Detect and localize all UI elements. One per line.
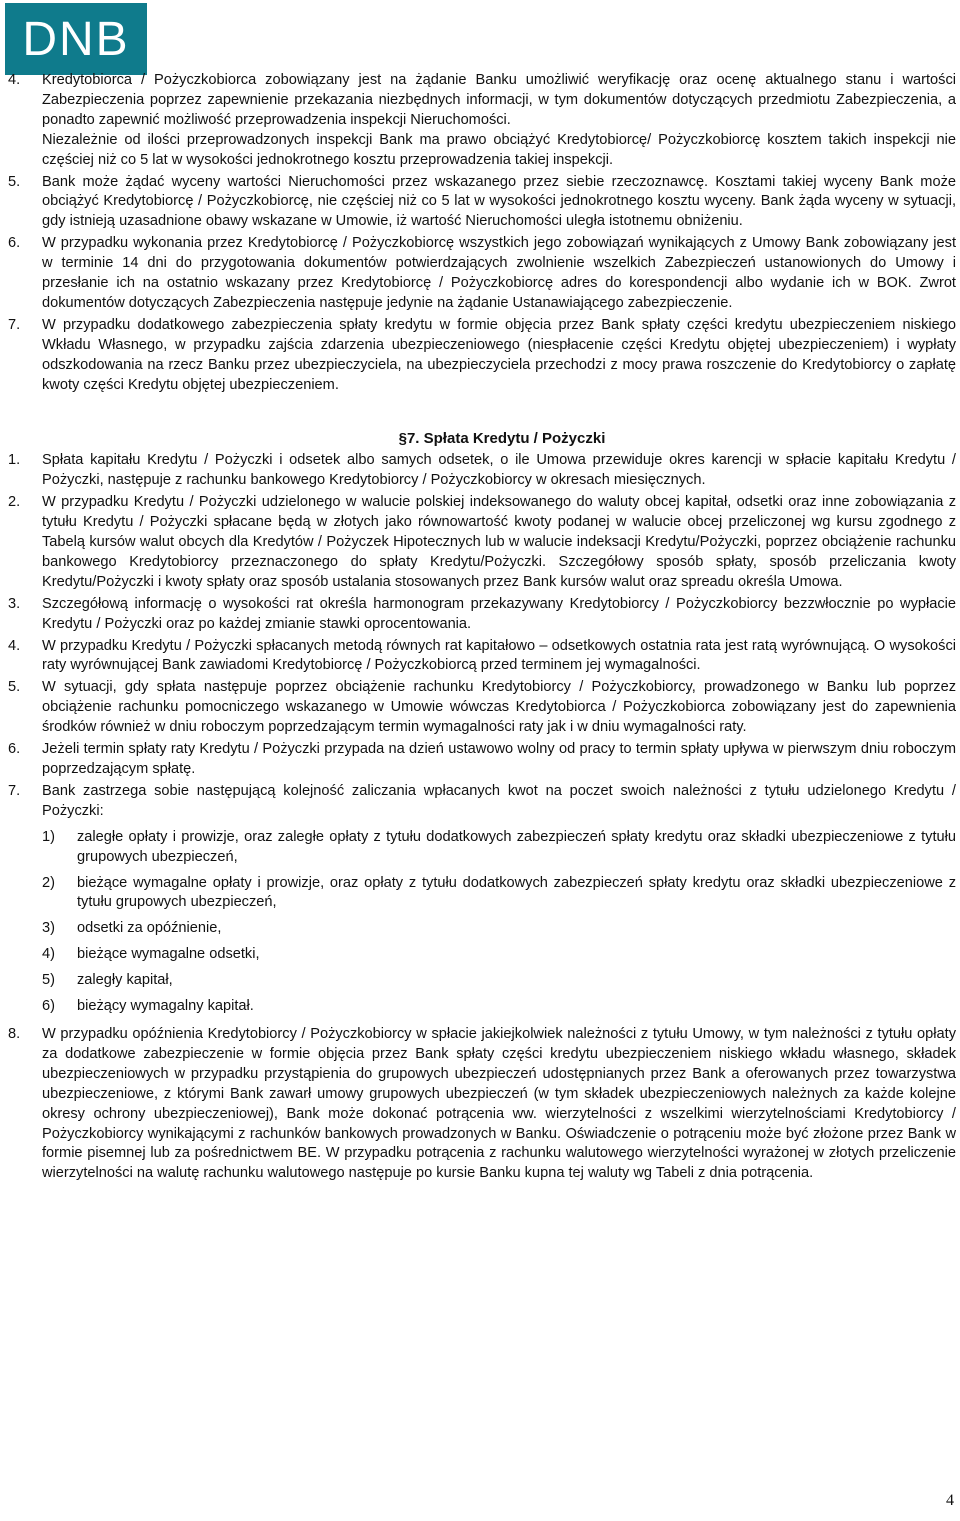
item-number: 6. <box>8 235 21 252</box>
paragraph: Kredytobiorca / Pożyczkobiorca zobowiązany jest na żądanie Banku umożliwić weryfikację oraz ocenę aktualnego stanu i wartości Zabezpieczenia poprzez zapewnienie przekazania niezbędnych informacji, w tym dokumentów dotyczących przedmiotu Zabezpieczenia, a ponadto zapewnić możliwość przeprowadzenia inspekcji Nieruchomości. <box>42 72 956 128</box>
item-number: 5. <box>8 173 21 190</box>
item-number: 4. <box>8 72 21 88</box>
paragraph: W przypadku opóźnienia Kredytobiorcy / Pożyczkobiorcy w spłacie jakiejkolwiek należności z tytułu Umowy, w tym należności z tytułu opłaty za dodatkowe zabezpieczenie w formie objęcia przez Bank spłaty części kredytu ubezpieczeniem niskiego wkładu własnego, składek ubezpieczeniowych w przypadku przystąpienia do grupowych ubezpieczeń udostępnianych przez Bank a oferowanych przez towarzystwa ubezpieczeniowe, z którymi Bank zawarł umowy grupowych ubezpieczeń (w tym składek ubezpieczeniowych należnych za każde kolejne okresy ochrony ubezpieczeniowej), Bank może dokonać potrącenia ww. wierzytelności z wszelkimi wierzytelnościami Kredytobiorcy / Pożyczkobiorcy wynikającymi z rachunków bankowych prowadzonych w Banku. Oświadczenie o potrąceniu może być złożone przez Bank w formie pisemnej lub za pośrednictwem BE. W przypadku potrącenia z rachunku walutowego wierzytelności wyrażonej w złotych przeliczenie wierzytelności na walutę rachunku walutowego następuje po kursie Banku kupna tej waluty wg Tabeli z dnia potrącenia. <box>42 1025 956 1182</box>
paragraph: Bank może żądać wyceny wartości Nieruchomości przez wskazanego przez siebie rzeczoznawcę. Kosztami takiej wyceny Bank może obciążyć Kredytobiorcę / Pożyczkobiorcę, nie częściej niż co 5 lat w wysokości jednokrotnego kosztu wyceny. Bank żąda wyceny w sytuacji, gdy istnieją uzasadnione obawy wskazane w Umowie, iż wartość Nieruchomości uległa istotnemu obniżeniu. <box>42 173 956 230</box>
sub-item-text: bieżące wymagalne odsetki, <box>77 946 260 963</box>
document-content <box>8 71 956 1184</box>
sub-item-text: zaległy kapitał, <box>77 972 173 989</box>
list-item <box>8 637 956 677</box>
list-item <box>8 595 956 635</box>
sub-item-text: bieżące wymagalne opłaty i prowizje, oraz opłaty z tytułu dodatkowych zabezpieczeń spłaty kredytu oraz składki ubezpieczeniowe z tytułu grupowych ubezpieczeń, <box>77 874 956 911</box>
item-number: 8. <box>8 1025 21 1042</box>
paragraph: W przypadku dodatkowego zabezpieczenia spłaty kredytu w formie objęcia przez Bank spłaty części kredytu ubezpieczeniem niskiego Wkładu Własnego, w przypadku zajścia zdarzenia ubezpieczeniowego (niespłacenie części Kredytu objętej ubezpieczeniem) i wypłaty odszkodowania na rzecz Banku przez ubezpieczyciela, na ubezpieczyciela przechodzi z mocy prawa roszczenie do Kredytobiorcy o zapłatę kwoty części Kredytu objętej ubezpieczeniem. <box>42 316 956 393</box>
list-item <box>8 740 956 780</box>
list-item <box>8 234 956 314</box>
sub-item-number: 3) <box>42 920 55 937</box>
paragraph: Jeżeli termin spłaty raty Kredytu / Pożyczki przypada na dzień ustawowo wolny od pracy to termin spłaty upływa w pierwszym dniu roboczym poprzedzającym spłatę. <box>42 741 956 777</box>
section-heading: §7. Spłata Kredytu / Pożyczki <box>398 429 606 447</box>
list-item <box>8 782 956 1023</box>
dnb-logo <box>5 3 147 75</box>
paragraph: Bank zastrzega sobie następującą kolejność zaliczania wpłacanych kwot na poczet swoich należności z tytułu udzielonego Kredytu / Pożyczki: <box>42 782 956 819</box>
list-item <box>8 1025 956 1184</box>
item-number: 7. <box>8 316 21 333</box>
sub-list-item <box>42 828 956 868</box>
item-number: 1. <box>8 452 21 469</box>
list-item <box>8 451 956 491</box>
sub-item-text: bieżący wymagalny kapitał. <box>77 998 254 1015</box>
sub-item-number: 4) <box>42 946 55 963</box>
sub-item-text: odsetki za opóźnienie, <box>77 920 222 937</box>
paragraph: W przypadku wykonania przez Kredytobiorcę / Pożyczkobiorcę wszystkich jego zobowiązań wynikających z Umowy Bank zobowiązany jest w terminie 14 dni do przygotowania dokumentów potwierdzających zwolnienie wszelkich Zabezpieczeń ustanowionych do Umowy i przesłanie ich na ostatnio wskazany przez Kredytobiorcę / Pożyczkobiorcę adres do korespondencji albo wydanie ich w BOK. Zwrot dokumentów dotyczących Zabezpieczenia następuje jedynie na żądanie Ustanawiającego zabezpieczenie. <box>42 235 956 311</box>
sub-item-text: zaległe opłaty i prowizje, oraz zaległe opłaty z tytułu dodatkowych zabezpieczeń spłaty kredytu oraz składki ubezpieczeniowe z tytułu grupowych ubezpieczeń, <box>77 828 956 865</box>
item-number: 5. <box>8 679 21 696</box>
paragraph: W sytuacji, gdy spłata następuje poprzez obciążenie rachunku Kredytobiorcy / Pożyczkobiorcy, prowadzonego w Banku lub poprzez obciążenie rachunku pomocniczego wskazanego w Umowie wówczas Kredytobiorca / Pożyczkobiorca zobowiązany jest do zapewnienia środków również w dniu roboczym poprzedzającym termin wymagalności raty jak i w dniu wymagalności raty. <box>42 679 956 736</box>
paragraph: W przypadku Kredytu / Pożyczki udzielonego w walucie polskiej indeksowanego do waluty obcej kapitał, odsetki oraz inne zobowiązania z tytułu Kredytu / Pożyczki spłacane będą w złotych jako równowartość kwoty podanej w walucie obcej przeliczonej wg kursu zgodnego z Tabelą kursów walut obcych dla Kredytów / Pożyczek Hipotecznych lub w walucie indeksacji Kredytu/Pożyczki, poprzez obciążenie rachunku bankowego Kredytobiorcy przeznaczonego do spłaty Kredytu/Pożyczki. Szczegółowy sposób spłaty, sposób przeliczania kwoty Kredytu/Pożyczki i kwoty spłaty oraz sposób ustalania stosowanych przez Bank kursów walut oraz spreadu określa Umowa. <box>42 494 956 590</box>
sub-list-item <box>42 919 956 939</box>
item-number: 7. <box>8 782 21 799</box>
paragraph: Niezależnie od ilości przeprowadzonych inspekcji Bank ma prawo obciążyć Kredytobiorcę/ Pożyczkobiorcę kosztem takich inspekcji nie częściej niż co 5 lat w wysokości jednokrotnego kosztu przeprowadzenia takiej inspekcji. <box>42 131 956 168</box>
sub-list <box>42 828 956 1017</box>
sub-item-number: 5) <box>42 972 55 989</box>
section-collateral <box>8 71 956 396</box>
section-repayment <box>8 451 956 1184</box>
sub-list-item <box>42 971 956 991</box>
list-item <box>8 71 956 171</box>
paragraph: Szczegółową informację o wysokości rat określa harmonogram przekazywany Kredytobiorcy / Pożyczkobiorcy bezzwłocznie po wypłacie Kredytu / Pożyczki oraz po każdej zmianie stawki oprocentowania. <box>42 595 956 632</box>
list-item <box>8 493 956 593</box>
paragraph: Spłata kapitału Kredytu / Pożyczki i odsetek albo samych odsetek, o ile Umowa przewiduje okres karencji w spłacie kapitału Kredytu / Pożyczki, następuje z rachunku bankowego Kredytobiorcy / Pożyczkobiorcy w okresach miesięcznych. <box>42 452 956 489</box>
item-number: 6. <box>8 741 21 758</box>
sub-list-item <box>42 997 956 1017</box>
svg-text:DNB: DNB <box>22 13 130 66</box>
sub-list-item <box>42 874 956 914</box>
page-number: 4 <box>946 1492 954 1509</box>
list-item <box>8 678 956 738</box>
list-item <box>8 316 956 396</box>
dnb-logo-mark <box>5 3 147 75</box>
item-number: 2. <box>8 494 21 511</box>
sub-list-item <box>42 945 956 965</box>
sub-item-number: 6) <box>42 998 55 1015</box>
sub-item-number: 1) <box>42 828 55 845</box>
sub-item-number: 2) <box>42 874 55 891</box>
list-item <box>8 173 956 233</box>
item-number: 4. <box>8 637 21 654</box>
paragraph: W przypadku Kredytu / Pożyczki spłacanych metodą równych rat kapitałowo – odsetkowych ostatnia rata jest ratą wyrównującą. O wysokości raty wyrównującej Bank zawiadomi Kredytobiorcę / Pożyczkobiorcą przed terminem jej wymagalności. <box>42 637 956 674</box>
item-number: 3. <box>8 595 21 612</box>
